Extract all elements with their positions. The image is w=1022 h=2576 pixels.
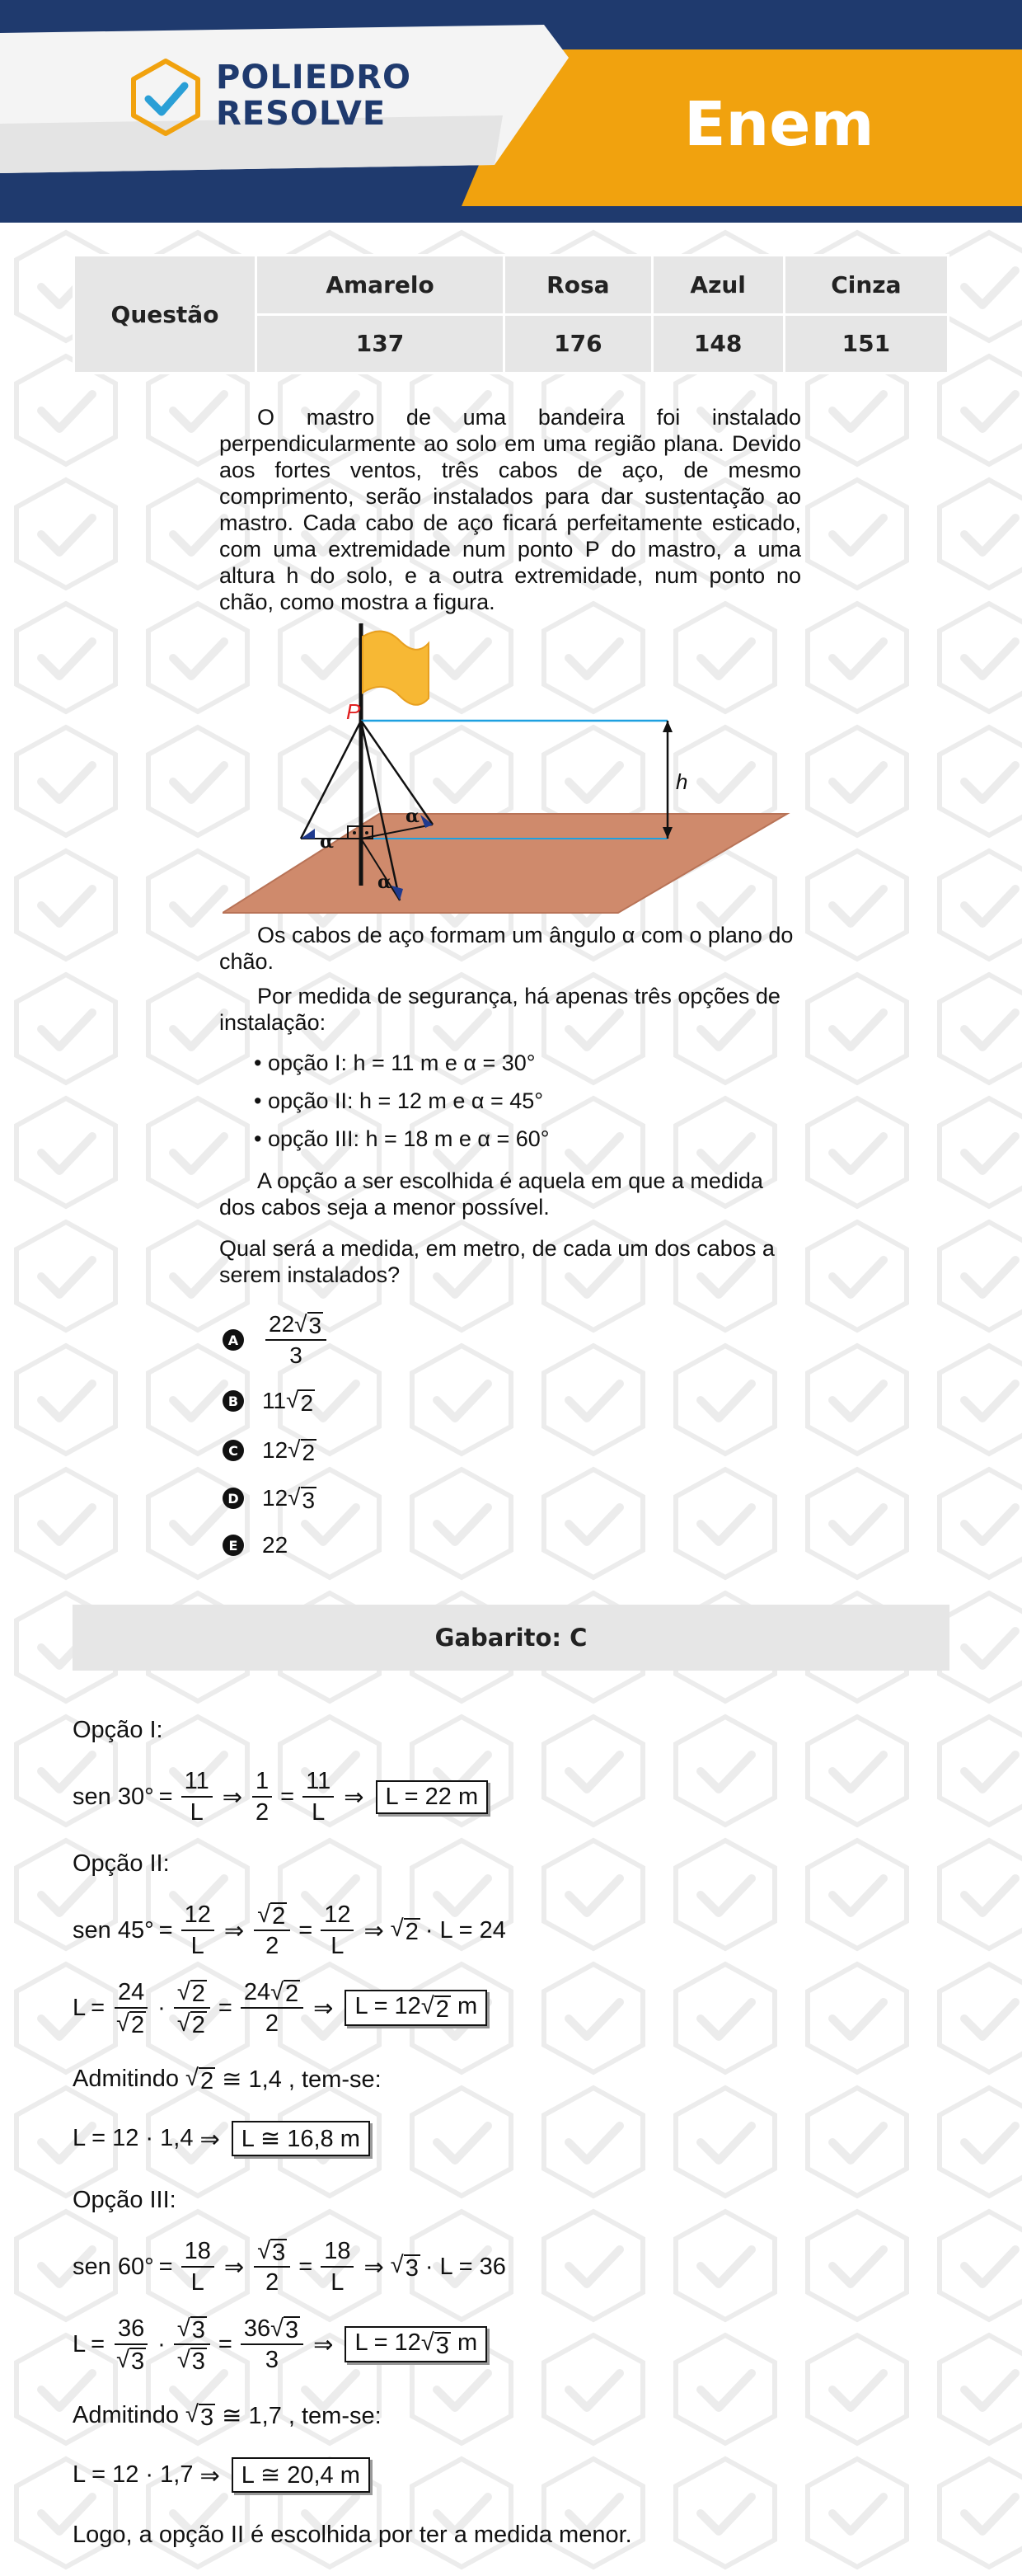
question-paragraph-1: O mastro de uma bandeira foi instalado perpendicularmente ao solo em uma região plana. Devido aos fortes ventos, três cabos de aço, de mesmo comprimento, serão instalados para dar sustentação ao mastro. Cada cabo de aço ficará perfeitamente esticado, com uma extremidade num ponto P do mastro, a uma altura h do solo, e a outra extremidade, num ponto no chão, como mostra a figura.	[219, 405, 801, 614]
alternative-b[interactable]: B 11 √ 2	[223, 1387, 315, 1415]
solution-option-3-title: Opção III:	[73, 2187, 176, 2213]
question-paragraph-3: Por medida de segurança, há apenas três opções de instalação:	[219, 984, 781, 1035]
result-box: L = 12 √ 3 m	[345, 2326, 487, 2362]
installation-option-3: • opção III: h = 18 m e α = 60°	[254, 1126, 550, 1151]
sqrt: √ 2	[288, 1436, 316, 1465]
alternative-a[interactable]	[223, 1309, 330, 1370]
question-paragraph-2: Os cabos de aço formam um ângulo α com o plano do chão.	[219, 923, 794, 974]
label-alpha: α	[406, 806, 420, 827]
alternative-letter-badge: D	[223, 1488, 244, 1509]
flagpole-figure	[223, 620, 808, 925]
solution-option-3-equation-1: sen 60° = $\frac{18}{L}$ ⇒ √ 3 2 = $\frac{18}{L}$ ⇒ √ 3 · L = 36	[73, 2238, 506, 2296]
brand-logo-text	[216, 59, 411, 132]
question-number-table	[73, 254, 949, 374]
label-h: h	[676, 769, 688, 794]
column-value: 151	[784, 314, 948, 374]
column-header: Azul	[652, 256, 784, 315]
column-header: Cinza	[784, 256, 948, 315]
exam-title: Enem	[684, 89, 874, 160]
alternative-letter-badge: A	[223, 1329, 244, 1351]
result-box: L ≅ 16,8 m	[232, 2121, 370, 2156]
header	[0, 0, 1022, 223]
column-value: 148	[652, 314, 784, 374]
column-value: 176	[504, 314, 653, 374]
logo-check-icon	[129, 58, 203, 137]
fraction: 22 √ 3 3	[265, 1309, 326, 1370]
alternative-d[interactable]: D 12 √ 3	[223, 1484, 316, 1512]
label-alpha: α	[320, 831, 334, 853]
solution-option-2-title: Opção II:	[73, 1850, 170, 1877]
answer-key-bar: Gabarito: C	[73, 1605, 949, 1671]
flag	[363, 632, 429, 705]
result-box: L = 22 m	[376, 1780, 489, 1814]
sqrt: √ 3	[294, 1311, 322, 1338]
alternative-letter-badge: C	[223, 1440, 244, 1461]
column-header: Amarelo	[256, 256, 504, 315]
cable-left	[301, 721, 361, 839]
solution-option-2-approximation: Admitindo √ 2 ≅ 1,4 , tem-se:	[73, 2065, 382, 2094]
solution-option-2-equation-1: sen 45° = $\frac{12}{L}$ ⇒ √ 2 2 = $\frac{12}{L}$ ⇒ √ 2 · L = 24	[73, 1901, 506, 1959]
installation-option-1: • opção I: h = 11 m e α = 30°	[254, 1051, 536, 1075]
solution-option-3-equation-2: L = 36 √ 3 · √ 3 √ 3 = 36 √ 3 3 ⇒ L = 12 √ 3 m	[73, 2314, 487, 2375]
result-box: L = 12 √ 2 m	[345, 1990, 487, 2025]
alternative-c[interactable]: C 12 √ 2	[223, 1436, 316, 1464]
sqrt: √ 2	[286, 1387, 314, 1416]
solution-option-1-title: Opção I:	[73, 1717, 163, 1743]
label-P: P	[346, 699, 361, 724]
sqrt: √ 3	[288, 1484, 316, 1513]
question-label: Questão	[74, 256, 256, 374]
column-header: Rosa	[504, 256, 653, 315]
alternative-letter-badge: B	[223, 1390, 244, 1412]
alternative-letter-badge: E	[223, 1535, 244, 1556]
brand-line-2: RESOLVE	[216, 95, 387, 133]
solution-option-3-approximation: Admitindo √ 3 ≅ 1,7 , tem-se:	[73, 2401, 382, 2431]
label-alpha: α	[377, 872, 391, 893]
alternative-e[interactable]: E 22	[223, 1532, 288, 1558]
column-value: 137	[256, 314, 504, 374]
solution-option-3-calculation: L = 12 · 1,7 ⇒ L ≅ 20,4 m	[73, 2457, 370, 2493]
installation-option-2: • opção II: h = 12 m e α = 45°	[254, 1088, 544, 1113]
brand-line-1: POLIEDRO	[216, 59, 412, 96]
question-prompt: Qual será a medida, em metro, de cada um dos cabos a serem instalados?	[219, 1236, 775, 1287]
solution-option-1-equation: sen 30° = $\frac{11}{L}$ ⇒ $\frac{1}{2}$ = $\frac{11}{L}$ ⇒ L = 22 m	[73, 1766, 488, 1827]
solution-conclusion: Logo, a opção II é escolhida por ter a medida menor.	[73, 2522, 632, 2548]
solution-option-2-calculation: L = 12 · 1,4 ⇒ L ≅ 16,8 m	[73, 2121, 370, 2156]
question-paragraph-4: A opção a ser escolhida é aquela em que a medida dos cabos seja a menor possível.	[219, 1168, 763, 1220]
result-box: L ≅ 20,4 m	[232, 2457, 370, 2493]
solution-option-2-equation-2: L = 24 √ 2 · √ 2 √ 2 = 24 √ 2 2 ⇒ L = 12 √ 2 m	[73, 1977, 487, 2038]
